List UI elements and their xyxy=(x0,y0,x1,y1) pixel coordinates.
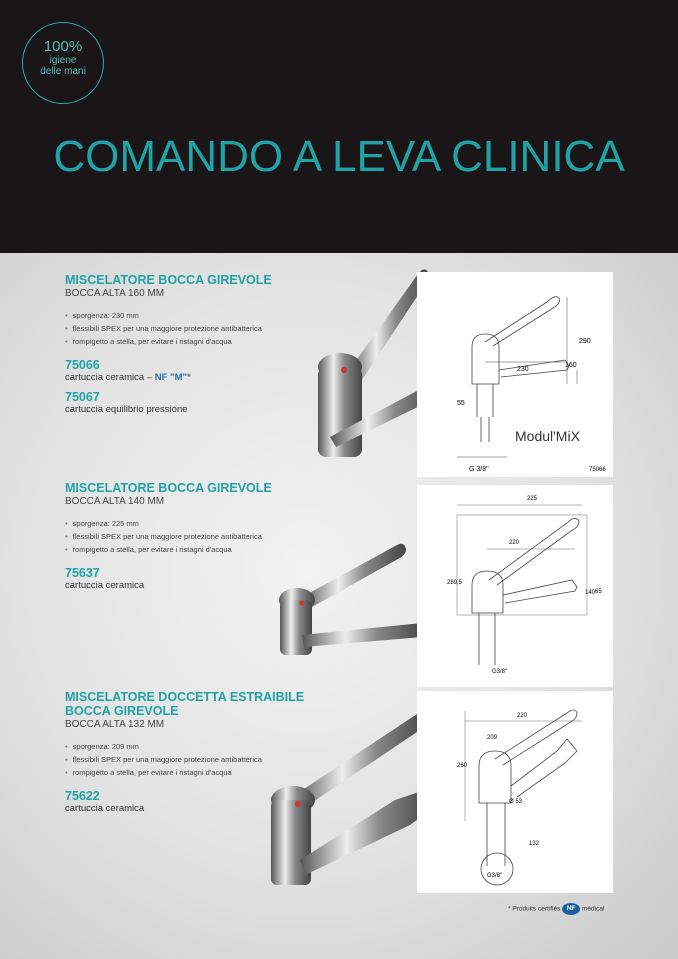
drawing-1-lines xyxy=(417,272,613,477)
product-3-title-line2: BOCCA GIREVOLE xyxy=(65,704,179,718)
footnote-suffix: médical xyxy=(582,905,605,913)
technical-drawing-1 xyxy=(417,272,613,477)
feature: • flessibili SPEX per una maggiore protezione antibatterica xyxy=(65,530,325,543)
product-code: 75622 xyxy=(65,789,100,803)
product-desc: cartuccia equilibrio pressione xyxy=(65,404,188,415)
dimension-label: 140 xyxy=(585,590,596,596)
product-2-title: MISCELATORE BOCCA GIREVOLE xyxy=(65,481,272,495)
thread-label: G3/8" xyxy=(492,669,508,675)
product-1-subtitle: BOCCA ALTA 160 MM xyxy=(65,288,165,299)
feature: • rompigetto a stella, per evitare i ristagni d'acqua xyxy=(65,335,325,348)
dimension-label: 290 xyxy=(579,338,591,345)
product-1-title: MISCELATORE BOCCA GIREVOLE xyxy=(65,273,272,287)
dimension-label: 55 xyxy=(457,400,465,407)
feature: • rompigetto a stella, per evitare i ristagni d'acqua xyxy=(65,543,325,556)
nf-mark: NF "M" xyxy=(154,372,187,383)
product-3-title: MISCELATORE DOCCETTA ESTRAIBILE xyxy=(65,690,305,704)
feature: • sporgenza: 225 mm xyxy=(65,517,325,530)
badge-line1: igiene xyxy=(49,55,77,66)
brand-logo: Modul'MiX xyxy=(515,428,580,444)
desc-text: cartuccia ceramica – xyxy=(65,372,155,383)
technical-drawing-2 xyxy=(417,485,613,687)
feature: • flessibili SPEX per una maggiore protezione antibatterica xyxy=(65,322,325,335)
dimension-label: 220 xyxy=(509,540,520,546)
faucet-photo-3 xyxy=(265,700,435,890)
thread-label: G3/8" xyxy=(487,873,503,879)
dimension-label: 132 xyxy=(529,841,540,847)
thread-label: G 3/8" xyxy=(469,466,489,473)
footnote xyxy=(508,903,604,915)
feature: • sporgenza: 209 mm xyxy=(65,740,325,753)
product-desc: cartuccia ceramica xyxy=(65,580,145,591)
badge-percent: 100% xyxy=(43,38,83,55)
dimension-label: 225 xyxy=(527,496,538,502)
product-desc: cartuccia ceramica xyxy=(65,803,145,814)
product-3-subtitle: BOCCA ALTA 132 MM xyxy=(65,719,165,730)
hygiene-badge xyxy=(22,22,104,104)
drawing-3-lines xyxy=(417,691,613,893)
dimension-label: 209 xyxy=(487,735,498,741)
feature: • sporgenza: 230 mm xyxy=(65,309,325,322)
dimension-label: Ø 53 xyxy=(509,799,523,805)
dimension-label: 260 xyxy=(457,763,468,769)
product-1 xyxy=(65,273,325,422)
feature: • rompigetto a stella, per evitare i ristagni d'acqua xyxy=(65,766,325,779)
product-code: 75637 xyxy=(65,566,100,580)
dimension-label: 289,5 xyxy=(447,580,463,586)
header-banner xyxy=(0,0,678,253)
drawing-ref: 75066 xyxy=(589,467,606,473)
footnote-text: * Produits certifiés xyxy=(508,905,561,913)
dimension-label: 65 xyxy=(595,589,602,595)
technical-drawing-3 xyxy=(417,691,613,893)
product-code: 75067 xyxy=(65,390,100,404)
page-title: COMANDO A LEVA CLINICA xyxy=(53,132,625,181)
dimension-label: 160 xyxy=(565,362,577,369)
asterisk: * xyxy=(187,372,191,383)
badge-line2: delle mani xyxy=(40,66,86,77)
dimension-label: 230 xyxy=(517,366,529,373)
faucet-photo-2 xyxy=(272,535,432,660)
dimension-label: 220 xyxy=(517,713,528,719)
product-2-subtitle: BOCCA ALTA 140 MM xyxy=(65,496,165,507)
nf-logo-icon: NF xyxy=(562,903,580,915)
product-desc xyxy=(65,372,325,384)
feature: • flessibili SPEX per una maggiore protezione antibatterica xyxy=(65,753,325,766)
drawing-2-lines xyxy=(417,485,613,687)
product-1-features xyxy=(65,309,325,348)
product-code: 75066 xyxy=(65,358,100,372)
